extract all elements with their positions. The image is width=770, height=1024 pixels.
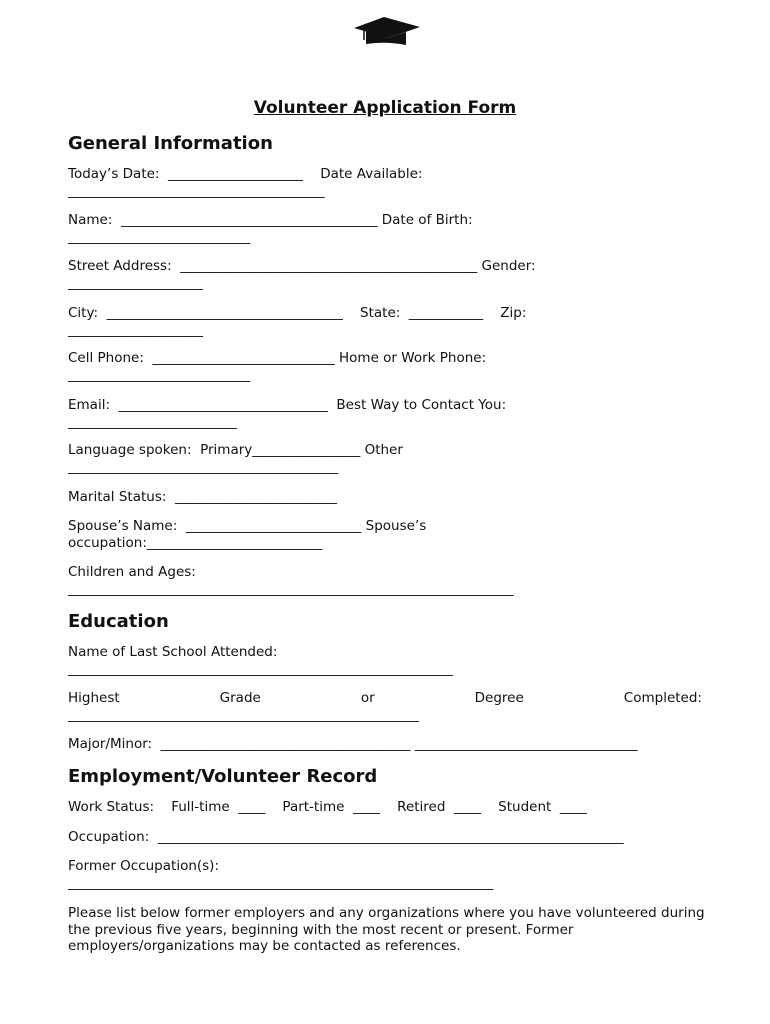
date-of-birth-field[interactable]: ___________________________ bbox=[68, 229, 251, 245]
language-primary-field[interactable]: Language spoken: Primary________________ Other bbox=[68, 442, 403, 458]
highest-grade-word: Grade bbox=[219, 690, 261, 706]
email-field[interactable]: Email: _______________________________ Best Way to Contact You: bbox=[68, 397, 507, 413]
zip-field[interactable]: ____________________ bbox=[68, 322, 203, 338]
last-school-field[interactable]: _________________________________________________________ bbox=[68, 661, 453, 677]
work-status-field[interactable]: Work Status: Full-time ____ Part-time ____ Retired ____ Student ____ bbox=[68, 799, 587, 815]
date-available-field[interactable]: ______________________________________ bbox=[68, 183, 325, 199]
todays-date-field[interactable]: Today’s Date: ____________________ Date Available: bbox=[68, 166, 423, 182]
highest-grade-word: or bbox=[360, 690, 375, 706]
children-ages-field[interactable]: __________________________________________________________________ bbox=[68, 581, 514, 597]
former-occupation-field[interactable]: _______________________________________________________________ bbox=[68, 875, 494, 891]
highest-grade-word: Completed: bbox=[623, 690, 702, 706]
highest-grade-field[interactable]: ____________________________________________________ bbox=[68, 707, 419, 723]
marital-status-field[interactable]: Marital Status: ________________________ bbox=[68, 489, 337, 505]
language-other-field[interactable]: ________________________________________ bbox=[68, 459, 338, 475]
cell-phone-field[interactable]: Cell Phone: ___________________________ Home or Work Phone: bbox=[68, 350, 487, 366]
children-ages-label: Children and Ages: bbox=[68, 564, 196, 580]
name-field[interactable]: Name: ______________________________________ Date of Birth: bbox=[68, 212, 473, 228]
best-contact-field[interactable]: _________________________ bbox=[68, 414, 237, 430]
references-instructions: Please list below former employers and any organizations where you have volunteered during the previous five years, beginning with the most recent or present. Former employers/organizations may be contacted as references. bbox=[68, 905, 705, 954]
highest-grade-word: Highest bbox=[68, 690, 120, 706]
gender-field[interactable]: ____________________ bbox=[68, 275, 203, 291]
highest-grade-word: Degree bbox=[474, 690, 524, 706]
section-heading-general: General Information bbox=[68, 133, 273, 154]
section-heading-employment: Employment/Volunteer Record bbox=[68, 766, 378, 787]
spouse-name-field[interactable]: Spouse’s Name: __________________________ Spouse’s bbox=[68, 518, 427, 534]
occupation-field[interactable]: Occupation: _____________________________________________________________________ bbox=[68, 829, 624, 845]
major-minor-field[interactable]: Major/Minor: _____________________________________ _________________________________ bbox=[68, 736, 638, 752]
form-title: Volunteer Application Form bbox=[253, 98, 517, 118]
spouse-occupation-field[interactable]: occupation:__________________________ bbox=[68, 535, 323, 551]
home-work-phone-field[interactable]: ___________________________ bbox=[68, 367, 251, 383]
street-address-field[interactable]: Street Address: ____________________________________________ Gender: bbox=[68, 258, 536, 274]
graduation-cap-icon bbox=[352, 14, 422, 48]
highest-grade-row bbox=[68, 690, 702, 707]
last-school-label: Name of Last School Attended: bbox=[68, 644, 278, 660]
city-state-field[interactable]: City: ___________________________________ State: ___________ Zip: bbox=[68, 305, 527, 321]
former-occupation-label: Former Occupation(s): bbox=[68, 858, 219, 874]
section-heading-education: Education bbox=[68, 611, 169, 632]
